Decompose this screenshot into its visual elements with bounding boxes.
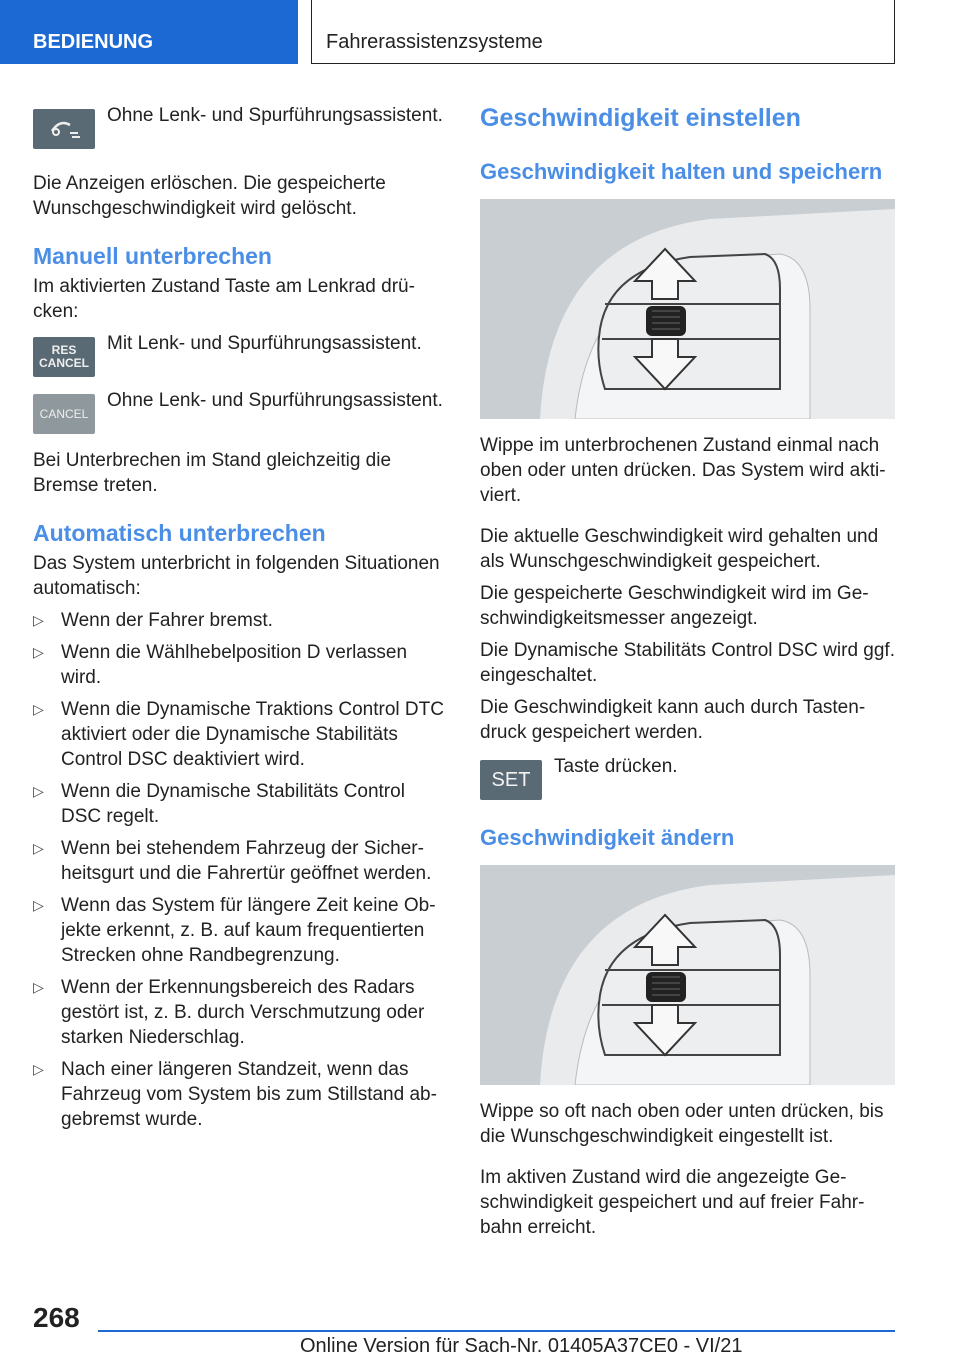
paragraph: Bei Unterbrechen im Stand gleichzeitig die Bremse treten. xyxy=(33,450,392,496)
steering-rocker-image-1 xyxy=(480,199,895,419)
key-row-text: Ohne Lenk- und Spurführungsassistent. xyxy=(107,390,443,411)
heading-auto-interrupt: Automatisch unterbrechen xyxy=(33,520,326,546)
interrupt-list xyxy=(33,608,448,1132)
heading-manual-interrupt: Manuell unterbrechen xyxy=(33,243,272,269)
triangle-bullet-icon: ▷ xyxy=(33,783,44,799)
triangle-bullet-icon: ▷ xyxy=(33,1061,44,1077)
triangle-bullet-icon: ▷ xyxy=(33,701,44,717)
paragraph: Die gespeicherte Geschwindigkeit wird im Ge-schwindigkeitsmesser angezeigt. xyxy=(480,583,869,629)
paragraph: Die Geschwindigkeit kann auch durch Tasten-druck gespeichert werden. xyxy=(480,697,866,743)
cancel-key-icon: CANCEL xyxy=(33,394,95,434)
list-item: ▷ Wenn die Dynamische Traktions Control DTC aktiviert oder die Dynamische Stabilitäts Control DSC deaktiviert wird. xyxy=(33,699,444,770)
list-item: ▷ Wenn bei stehendem Fahrzeug der Sicher-heitsgurt und die Fahrertür geöffnet werden. xyxy=(33,838,432,884)
heading-set-speed: Geschwindigkeit einstellen xyxy=(480,104,801,132)
left-column xyxy=(33,100,448,1139)
list-item: ▷ Wenn die Wählhebelposition D verlassen wird. xyxy=(33,642,408,688)
paragraph: Die Dynamische Stabilitäts Control DSC wird ggf. eingeschaltet. xyxy=(480,640,895,686)
online-version-link[interactable]: Online Version für Sach-Nr. 01405A37CE0 - VI/21 xyxy=(300,1335,743,1357)
steering-rocker-image-2 xyxy=(480,865,895,1085)
triangle-bullet-icon: ▷ xyxy=(33,612,44,628)
list-item: ▷ Wenn der Erkennungsbereich des Radars gestört ist, z. B. durch Verschmutzung oder starken Niederschlag. xyxy=(33,977,425,1048)
key-row-cancel xyxy=(33,385,448,434)
paragraph: Im aktivierten Zustand Taste am Lenkrad drü-cken: xyxy=(33,276,415,322)
paragraph: Die aktuelle Geschwindigkeit wird gehalten und als Wunschgeschwindigkeit gespeichert. xyxy=(480,526,879,572)
list-item: ▷ Nach einer längeren Standzeit, wenn das Fahrzeug vom System bis zum Stillstand ab-gebremst wurde. xyxy=(33,1059,437,1130)
key-row-res-cancel xyxy=(33,328,448,377)
paragraph: Wippe so oft nach oben oder unten drücken, bis die Wunschgeschwindigkeit eingestellt ist. xyxy=(480,1101,884,1147)
set-key-icon: SET xyxy=(480,760,542,800)
triangle-bullet-icon: ▷ xyxy=(33,644,44,660)
chapter-title: Fahrerassistenzsysteme xyxy=(311,0,895,64)
paragraph: Im aktiven Zustand wird die angezeigte Ge-schwindigkeit gespeichert und auf freier Fahr-bahn erreicht. xyxy=(480,1167,865,1238)
key-row-text: Mit Lenk- und Spurführungsassistent. xyxy=(107,333,422,354)
list-item: ▷ Wenn das System für längere Zeit keine Ob-jekte erkennt, z. B. auf kaum frequentierten Strecken ohne Randbegrenzung. xyxy=(33,895,436,966)
triangle-bullet-icon: ▷ xyxy=(33,840,44,856)
key-row-steering xyxy=(33,100,448,149)
heading-change-speed: Geschwindigkeit ändern xyxy=(480,825,735,850)
key-row-text: Taste drücken. xyxy=(554,756,678,777)
page-number: 268 xyxy=(33,1302,80,1333)
section-tab: BEDIENUNG xyxy=(0,0,298,64)
key-row-set xyxy=(480,751,895,800)
list-item: ▷ Wenn der Fahrer bremst. xyxy=(33,610,273,631)
res-cancel-key-icon: RES CANCEL xyxy=(33,337,95,377)
paragraph: Das System unterbricht in folgenden Situationen automatisch: xyxy=(33,553,440,599)
list-item: ▷ Wenn die Dynamische Stabilitäts Control DSC regelt. xyxy=(33,781,405,827)
heading-hold-speed: Geschwindigkeit halten und speichern xyxy=(480,159,883,184)
triangle-bullet-icon: ▷ xyxy=(33,979,44,995)
right-column xyxy=(480,100,895,1240)
steering-assist-icon xyxy=(33,109,95,149)
key-row-text: Ohne Lenk- und Spurführungsassistent. xyxy=(107,105,443,126)
triangle-bullet-icon: ▷ xyxy=(33,897,44,913)
paragraph: Die Anzeigen erlöschen. Die gespeicherte Wunschgeschwindigkeit wird gelöscht. xyxy=(33,173,386,219)
footer-divider xyxy=(98,1330,895,1332)
paragraph: Wippe im unterbrochenen Zustand einmal nach oben oder unten drücken. Das System wird akti-viert. xyxy=(480,435,886,506)
